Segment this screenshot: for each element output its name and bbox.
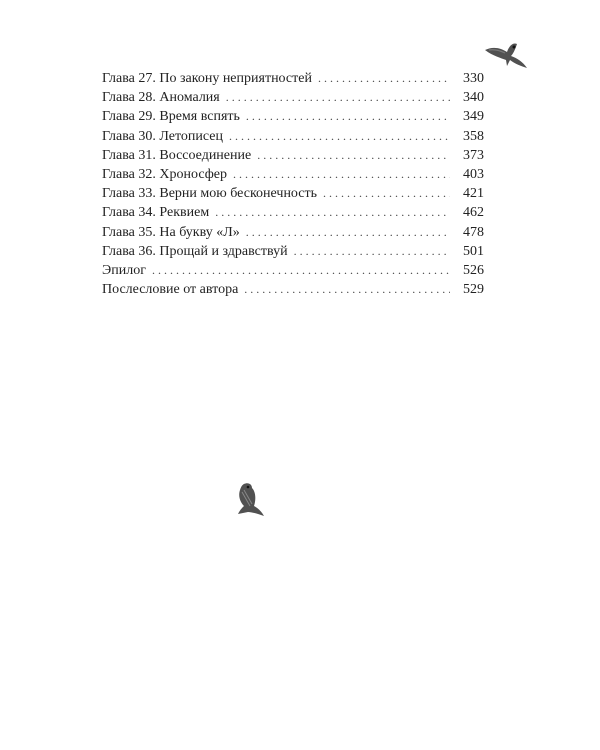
toc-entry[interactable] (102, 261, 484, 280)
dot-leader (323, 184, 450, 203)
toc-entry-title: Глава 32. Хроносфер (102, 166, 228, 182)
toc-entry-title: Глава 34. Реквием (102, 205, 210, 221)
toc-entry-title: Глава 29. Время вспять (102, 109, 240, 125)
toc-entry-page: 421 (463, 186, 484, 202)
toc-entry-page: 330 (463, 71, 484, 86)
toc-entry-page: 358 (463, 128, 484, 144)
dot-leader (229, 127, 450, 146)
toc-entry[interactable] (102, 165, 484, 184)
toc-entry[interactable] (102, 223, 484, 242)
dot-leader (246, 107, 450, 126)
toc-entry[interactable] (102, 203, 484, 222)
toc-entry-title: Глава 30. Летописец (102, 128, 224, 144)
toc-entry-title: Глава 28. Аномалия (102, 90, 220, 106)
table-of-contents (102, 69, 484, 299)
toc-entry-page: 478 (463, 224, 484, 240)
toc-entry-page: 340 (463, 90, 484, 106)
dot-leader (244, 280, 450, 299)
toc-entry[interactable] (102, 88, 484, 107)
toc-entry-title: Глава 27. По закону неприятностей (102, 71, 312, 86)
toc-entry[interactable] (102, 127, 484, 146)
toc-entry[interactable] (102, 146, 484, 165)
toc-entry[interactable] (102, 280, 484, 299)
dot-leader (215, 203, 450, 222)
toc-entry[interactable] (102, 184, 484, 203)
dot-leader (294, 242, 450, 261)
toc-entry-page: 526 (463, 262, 484, 278)
toc-entry-page: 349 (463, 109, 484, 125)
toc-entry-title: Глава 31. Воссоединение (102, 147, 252, 163)
toc-entry-page: 501 (463, 243, 484, 259)
dot-leader (257, 146, 450, 165)
toc-entry-title: Глава 33. Верни мою бесконечность (102, 186, 317, 202)
toc-entry-title: Эпилог (102, 262, 146, 278)
toc-entry-title: Послесловие от автора (102, 282, 239, 298)
toc-entry-page: 373 (463, 147, 484, 163)
dot-leader (233, 165, 450, 184)
toc-entry[interactable] (102, 242, 484, 261)
toc-entry-title: Глава 36. Прощай и здравствуй (102, 243, 288, 259)
toc-entry[interactable] (102, 69, 484, 88)
toc-entry[interactable] (102, 107, 484, 126)
bird-icon (230, 480, 266, 520)
toc-entry-page: 529 (463, 282, 484, 298)
toc-entry-page: 403 (463, 166, 484, 182)
dot-leader (152, 261, 450, 280)
dot-leader (226, 88, 450, 107)
toc-entry-title: Глава 35. На букву «Л» (102, 224, 240, 240)
toc-entry-page: 462 (463, 205, 484, 221)
dot-leader (318, 69, 450, 88)
dot-leader (246, 223, 450, 242)
bird-icon (483, 36, 529, 72)
